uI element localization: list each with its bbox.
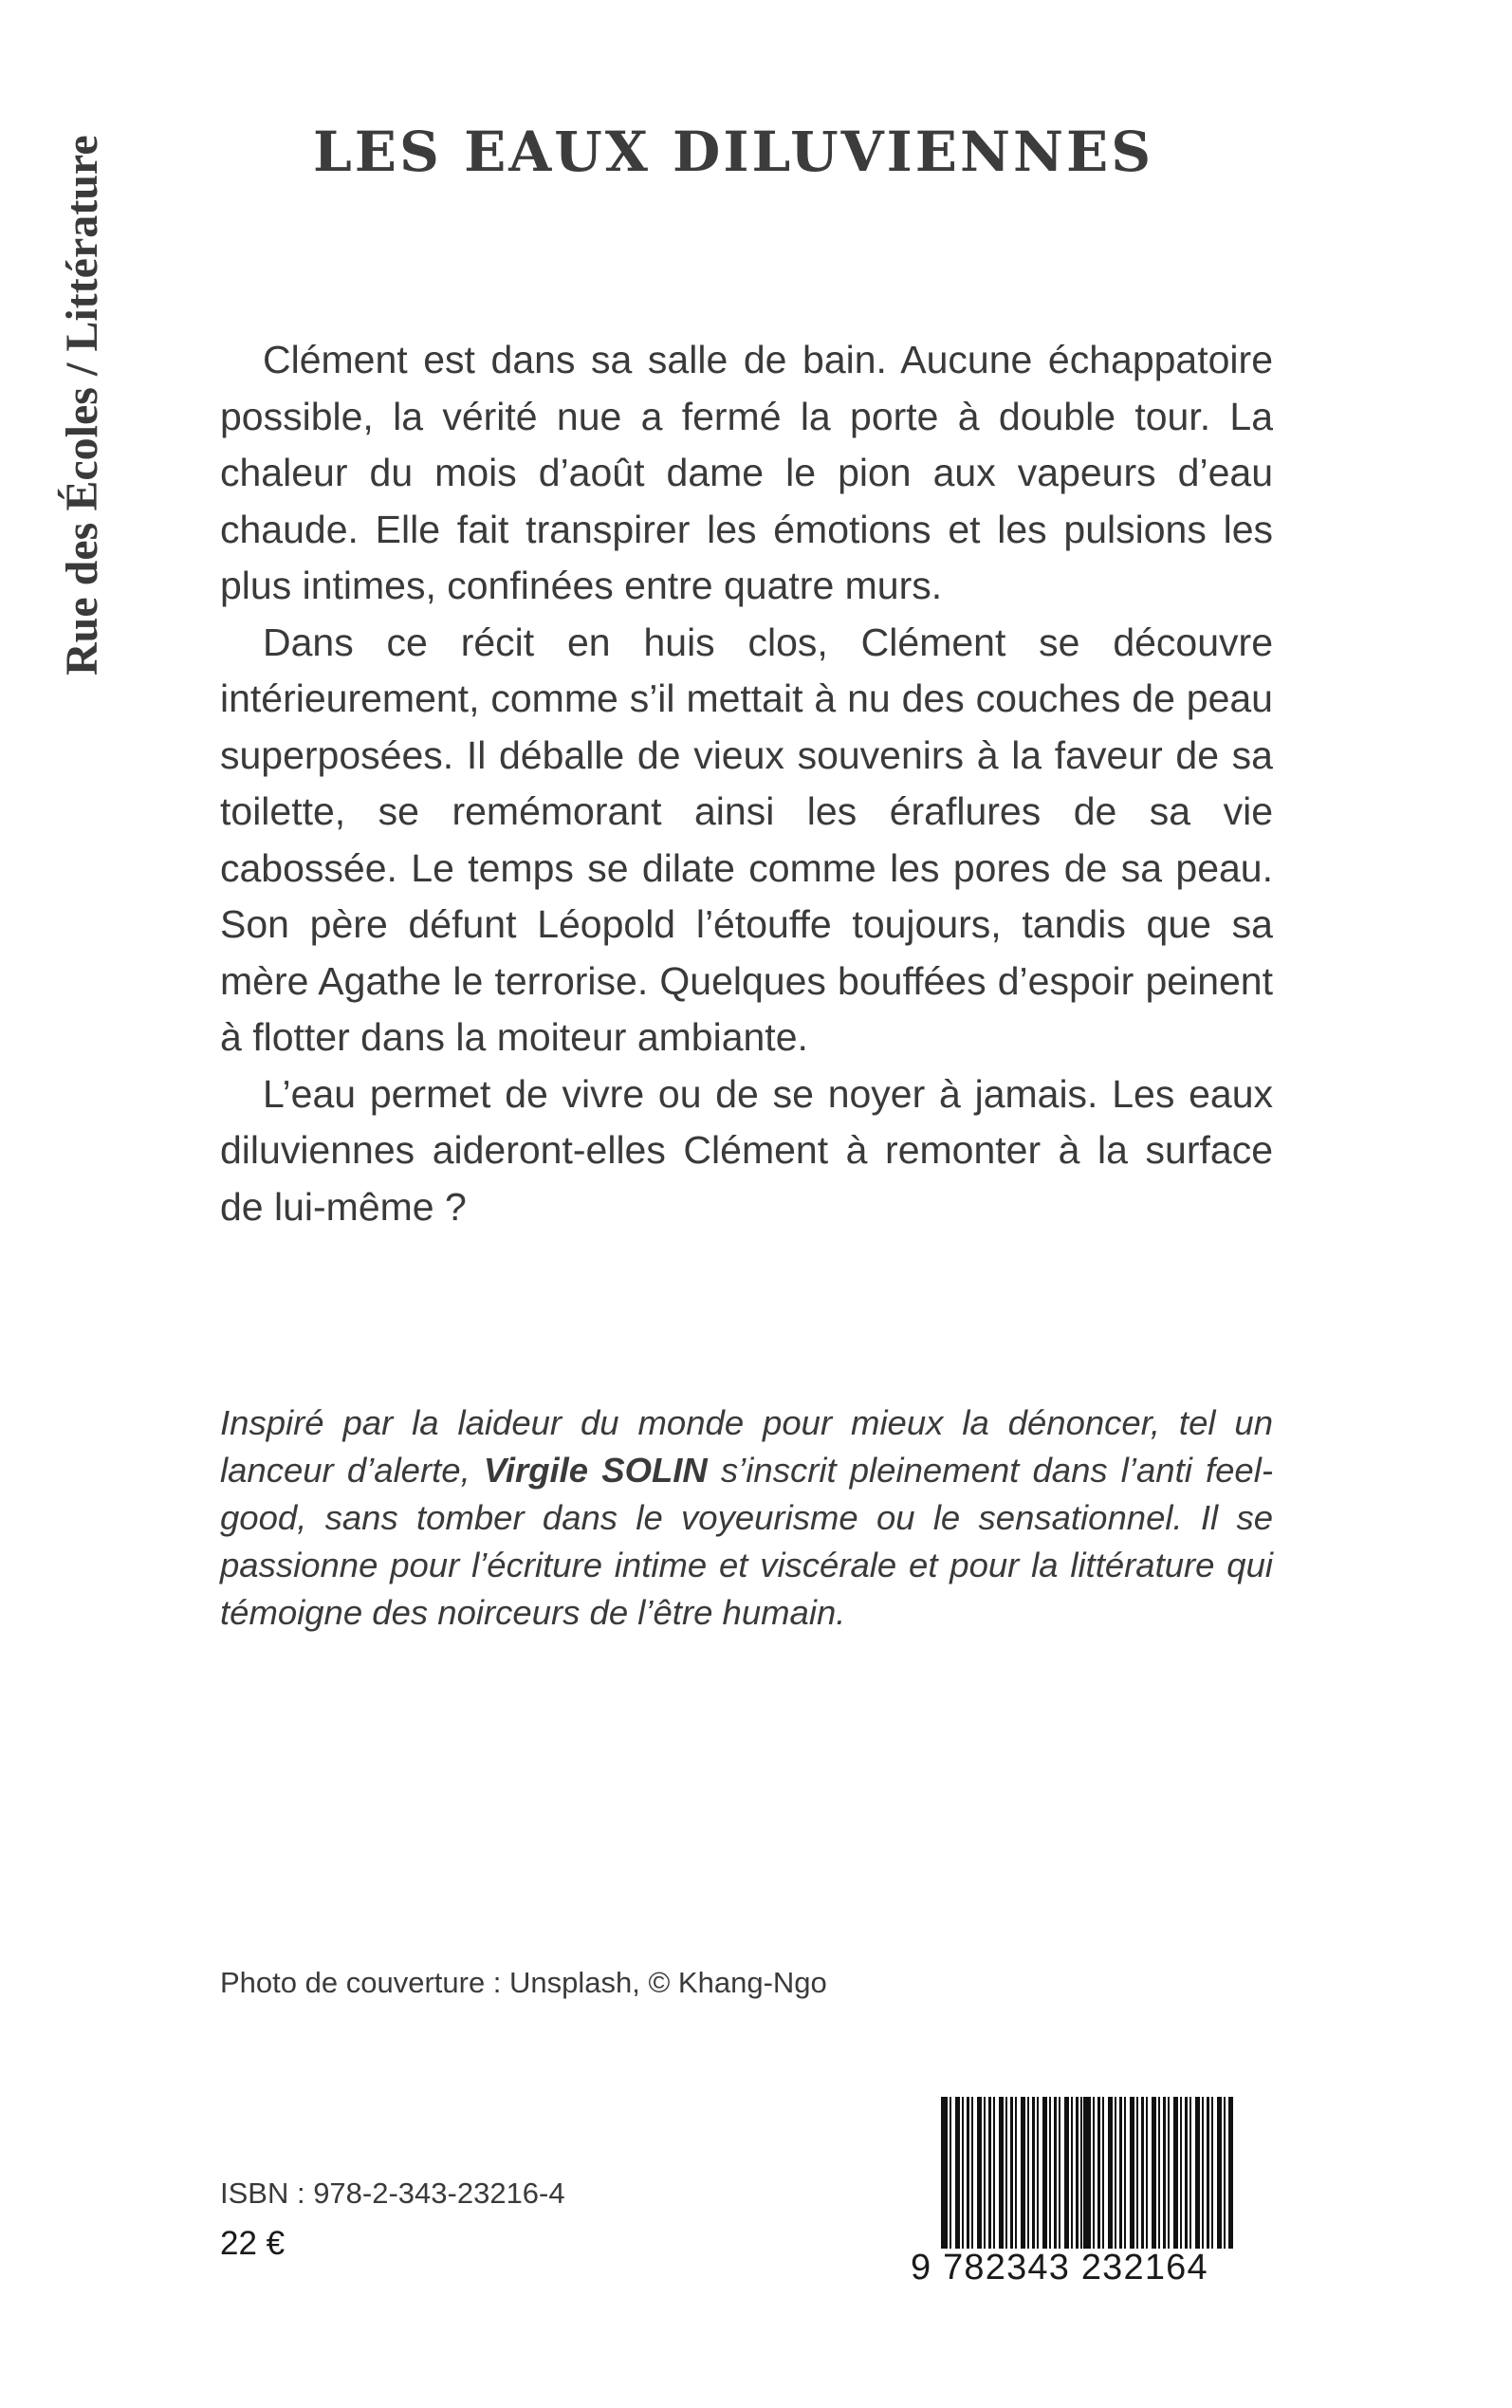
- barcode-digits: 9 782343 232164: [911, 2249, 1276, 2287]
- barcode-bars: [945, 2097, 1229, 2258]
- photo-credit: Photo de couverture : Unsplash, © Khang-Ngo: [220, 1966, 827, 1999]
- author-bio-intro: Inspiré par la laideur du monde pour mieux la dénoncer, tel un lanceur d’alerte,: [220, 1403, 1273, 1490]
- blurb-paragraph-3: L’eau permet de vivre ou de se noyer à jamais. Les eaux diluviennes aideront-elles Clément à remonter à la surface de lui-même ?: [220, 1071, 1273, 1229]
- author-name: Virgile SOLIN: [483, 1451, 708, 1490]
- blurb-paragraph-2: Dans ce récit en huis clos, Clément se découvre intérieurement, comme s’il mettait à nu des couches de peau superposées. Il déballe de vieux souvenirs à la faveur de sa toilette, se remémorant ainsi les éraflures de sa vie cabossée. Le temps se dilate comme les pores de sa peau. Son père défunt Léopold l’étouffe toujours, tandis que sa mère Agathe le terrorise. Quelques bouffées d’espoir peinent à flotter dans la moiteur ambiante.: [220, 620, 1273, 1059]
- author-bio-rest: s’inscrit pleinement dans l’anti feel-good, sans tomber dans le voyeurisme ou le sensationnel. Il se passionne pour l’écriture intime et viscérale et pour la littérature qui témoigne des noirceurs de l’être humain.: [220, 1451, 1273, 1632]
- blurb-paragraph-1: Clément est dans sa salle de bain. Aucune échappatoire possible, la vérité nue a fermé la porte à double tour. La chaleur du mois d’août dame le pion aux vapeurs d’eau chaude. Elle fait transpirer les émotions et les pulsions les plus intimes, confinées entre quatre murs.: [220, 338, 1273, 607]
- barcode: [911, 2097, 1276, 2288]
- spine-text: Rue des Écoles / Littérature: [57, 135, 107, 676]
- price-label: 22 €: [220, 2225, 286, 2262]
- isbn-label: ISBN : 978-2-343-23216-4: [220, 2176, 565, 2210]
- book-title: LES EAUX DILUVIENNES: [313, 120, 1154, 184]
- barcode-guard-right: [1229, 2097, 1233, 2273]
- author-bio: [220, 1399, 1273, 1637]
- back-cover-blurb: [220, 332, 1273, 1235]
